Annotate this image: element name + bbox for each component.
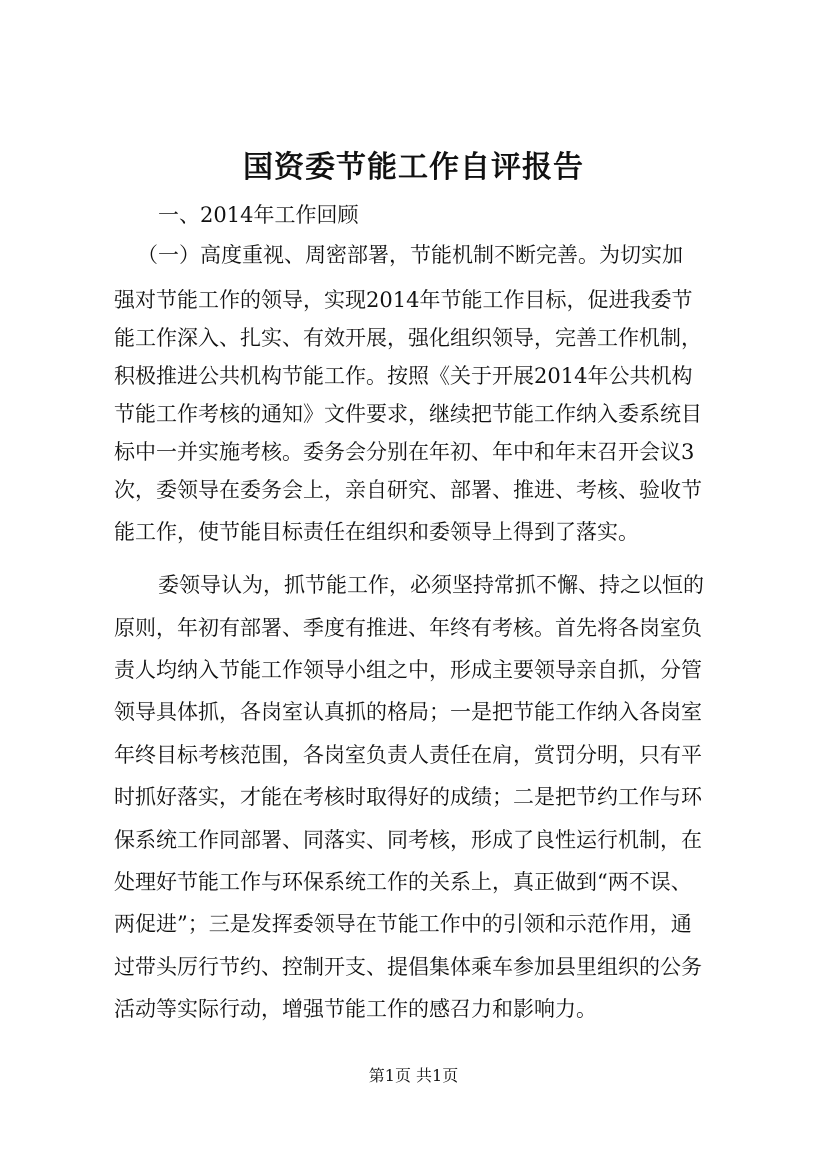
document-title: 国资委节能工作自评报告 — [243, 150, 584, 185]
paragraph-line: 过带头厉行节约、控制开支、提倡集体乘车参加县里组织的公务 — [114, 955, 702, 979]
paragraph-line: 领导具体抓，各岗室认真抓的格局；一是把节能工作纳入各岗室 — [114, 700, 702, 724]
section-heading: 一、2014年工作回顾 — [158, 203, 359, 227]
paragraph-line: 积极推进公共机构节能工作。按照《关于开展2014年公共机构 — [114, 364, 693, 388]
paragraph-line: 标中一并实施考核。委务会分别在年初、年中和年末召开会议3 — [114, 440, 695, 464]
paragraph-line: 时抓好落实，才能在考核时取得好的成绩；二是把节约工作与环 — [114, 785, 702, 809]
paragraph-line: 处理好节能工作与环保系统工作的关系上，真正做到“两不误、 — [114, 870, 692, 894]
paragraph-line: 能工作深入、扎实、有效开展，强化组织领导，完善工作机制， — [114, 326, 702, 350]
paragraph-line: 委领导认为，抓节能工作，必须坚持常抓不懈、持之以恒的 — [158, 573, 704, 597]
page-number: 第1页 共1页 — [368, 1066, 459, 1085]
paragraph-line: 能工作，使节能目标责任在组织和委领导上得到了落实。 — [114, 520, 639, 544]
paragraph-line: 次，委领导在委务会上，亲自研究、部署、推进、考核、验收节 — [114, 478, 702, 502]
paragraph-line: 原则，年初有部署、季度有推进、年终有考核。首先将各岗室负 — [114, 616, 702, 640]
paragraph-line: 责人均纳入节能工作领导小组之中，形成主要领导亲自抓，分管 — [114, 658, 702, 682]
paragraph-line: 强对节能工作的领导，实现2014年节能工作目标，促进我委节 — [114, 288, 693, 312]
paragraph-line: 活动等实际行动，增强节能工作的感召力和影响力。 — [114, 997, 597, 1021]
paragraph-line: 两促进”；三是发挥委领导在节能工作中的引领和示范作用，通 — [114, 912, 692, 936]
paragraph-line: 保系统工作同部署、同落实、同考核，形成了良性运行机制，在 — [114, 828, 702, 852]
paragraph-line: 节能工作考核的通知》文件要求，继续把节能工作纳入委系统目 — [114, 402, 702, 426]
paragraph-line: 年终目标考核范围，各岗室负责人责任在肩，赏罚分明，只有平 — [114, 743, 702, 767]
paragraph-line: （一）高度重视、周密部署，节能机制不断完善。为切实加 — [137, 243, 683, 267]
